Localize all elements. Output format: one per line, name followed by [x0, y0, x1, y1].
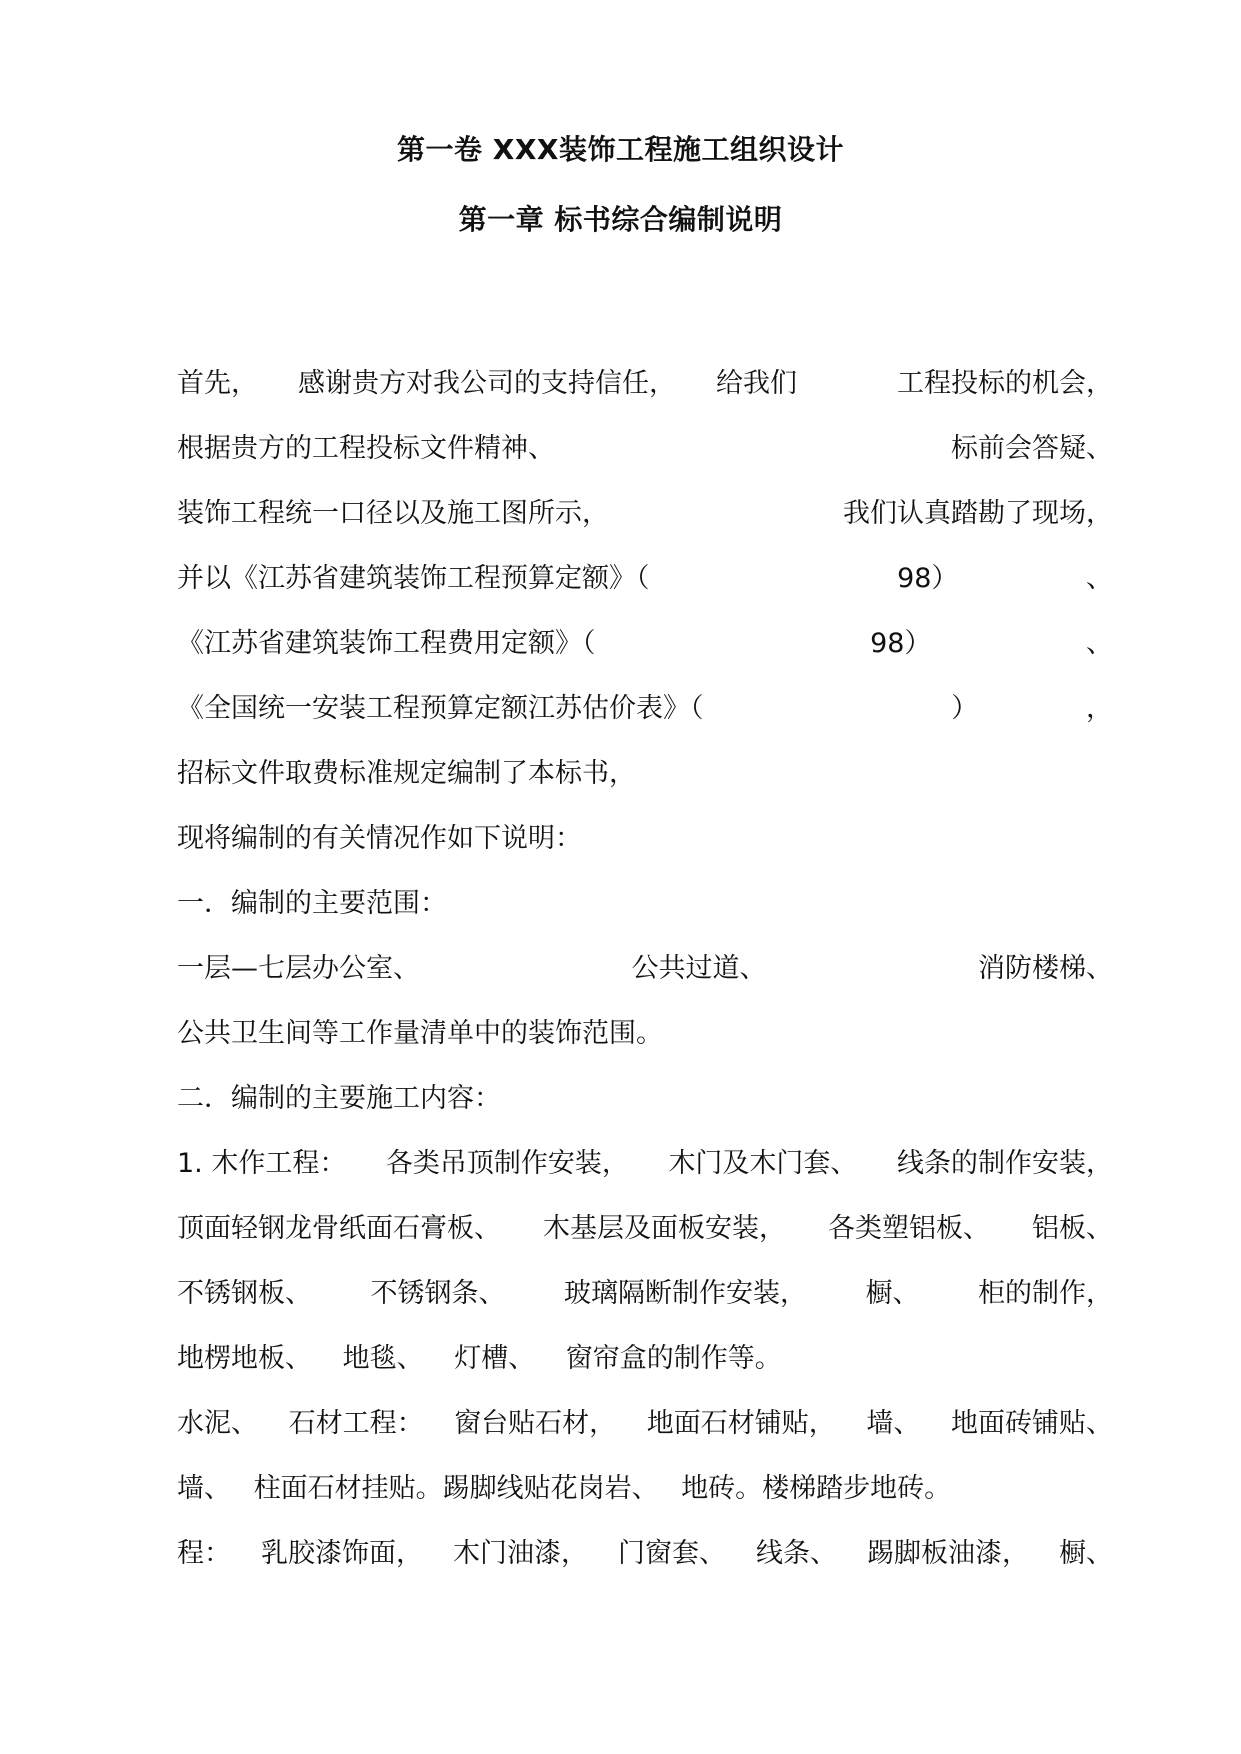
text-segment: 乳胶漆饰面，: [261, 1538, 423, 1569]
text-segment: 1. 木作工程：: [177, 1148, 347, 1179]
text-segment: 橱、: [1059, 1538, 1113, 1569]
text-segment: 水泥、: [177, 1408, 258, 1439]
text-line: [177, 819, 1113, 859]
text-segment: 、: [1085, 628, 1113, 659]
text-line: [177, 949, 1113, 989]
text-segment: 一．编制的主要范围：: [177, 888, 447, 919]
text-segment: 不锈钢条、: [370, 1278, 506, 1309]
text-segment: 地砖。楼梯踏步地砖。: [681, 1473, 952, 1504]
text-line: [177, 559, 1113, 599]
text-line: [177, 689, 1113, 729]
text-segment: 根据贵方的工程投标文件精神、: [177, 433, 555, 464]
text-segment: 98）: [897, 563, 959, 594]
text-segment: 《全国统一安装工程预算定额江苏估价表》（: [177, 693, 704, 724]
text-segment: 二．编制的主要施工内容：: [177, 1083, 501, 1114]
text-segment: 玻璃隔断制作安装，: [564, 1278, 807, 1309]
text-segment: 木基层及面板安装，: [543, 1213, 786, 1244]
text-segment: 现将编制的有关情况作如下说明：: [177, 823, 582, 854]
text-segment: 地面石材铺贴，: [646, 1408, 836, 1439]
text-line: [177, 624, 1113, 664]
text-segment: 不锈钢板、: [177, 1278, 312, 1309]
text-segment: 感谢贵方对我公司的支持信任，: [298, 368, 676, 399]
text-segment: 装饰工程统一口径以及施工图所示，: [177, 498, 609, 529]
text-line: [177, 1144, 1113, 1184]
text-line: [177, 1274, 1113, 1314]
text-segment: 窗台贴石材，: [454, 1408, 617, 1439]
text-segment: 《江苏省建筑装饰工程费用定额》（: [177, 628, 596, 659]
text-segment: 柜的制作，: [978, 1278, 1113, 1309]
text-segment: 工程投标的机会，: [897, 368, 1113, 399]
text-segment: 踢脚板油漆，: [867, 1538, 1029, 1569]
text-segment: 一层—七层办公室、: [177, 953, 420, 984]
text-segment: 、: [1085, 563, 1113, 594]
text-line: [177, 1014, 1113, 1054]
text-segment: 98）: [870, 628, 932, 659]
chapter-title: 第一章 标书综合编制说明: [458, 203, 783, 236]
text-segment: 各类塑铝板、: [828, 1213, 990, 1244]
text-segment: 首先，: [177, 368, 258, 399]
text-line: [177, 1209, 1113, 1249]
text-segment: ）: [951, 693, 979, 724]
text-line: [177, 1534, 1113, 1574]
text-segment: 顶面轻钢龙骨纸面石膏板、: [177, 1213, 501, 1244]
text-segment: 木门及木门套、: [668, 1148, 858, 1179]
text-line: [177, 429, 1113, 469]
text-segment: 消防楼梯、: [978, 953, 1113, 984]
text-segment: 招标文件取费标准规定编制了本标书，: [177, 758, 636, 789]
text-segment: 线条、: [756, 1538, 837, 1569]
text-segment: 我们认真踏勘了现场，: [843, 498, 1113, 529]
text-segment: 墙、: [177, 1473, 231, 1504]
text-segment: 并以《江苏省建筑装饰工程预算定额》（: [177, 563, 650, 594]
text-segment: 给我们: [716, 368, 797, 399]
text-segment: 地毯、: [342, 1343, 424, 1374]
text-segment: 线条的制作安装，: [896, 1148, 1113, 1179]
text-line: [177, 1469, 1113, 1509]
text-segment: ，: [1086, 693, 1113, 724]
text-line: [177, 754, 1113, 794]
text-segment: 墙、: [866, 1408, 921, 1439]
text-line: [177, 364, 1113, 404]
text-segment: 石材工程：: [288, 1408, 424, 1439]
text-line: [177, 1404, 1113, 1444]
text-segment: 窗帘盒的制作等。: [565, 1343, 782, 1374]
text-line: [177, 494, 1113, 534]
text-segment: 柱面石材挂贴。踢脚线贴花岗岩、: [253, 1473, 659, 1504]
text-segment: 程：: [177, 1538, 231, 1569]
volume-title: 第一卷 XXX装饰工程施工组织设计: [396, 133, 844, 166]
text-segment: 橱、: [865, 1278, 920, 1309]
text-line: [177, 1339, 1113, 1379]
text-segment: 标前会答疑、: [951, 433, 1113, 464]
section-heading: [177, 1079, 1113, 1119]
text-segment: 公共卫生间等工作量清单中的装饰范围。: [177, 1018, 663, 1049]
text-segment: 铝板、: [1032, 1213, 1113, 1244]
text-segment: 木门油漆，: [453, 1538, 588, 1569]
text-segment: 灯槽、: [454, 1343, 536, 1374]
text-segment: 地楞地板、: [177, 1343, 312, 1374]
text-segment: 门窗套、: [618, 1538, 726, 1569]
text-segment: 公共过道、: [631, 953, 767, 984]
section-heading: [177, 884, 1113, 924]
text-segment: 各类吊顶制作安装，: [385, 1148, 629, 1179]
text-segment: 地面砖铺贴、: [950, 1408, 1113, 1439]
